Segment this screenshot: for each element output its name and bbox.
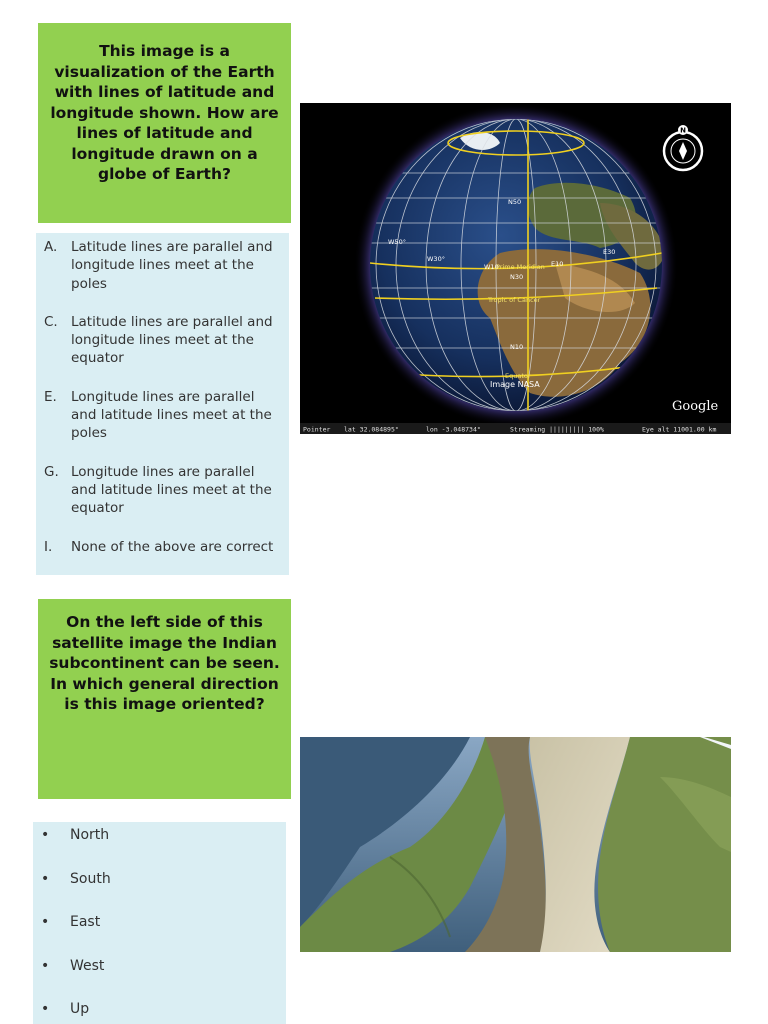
answer-option-east[interactable] — [39, 913, 280, 931]
answer-option-e[interactable] — [44, 388, 281, 443]
status-lat: lat 32.084895° — [344, 425, 399, 434]
label-n50: N50 — [508, 198, 522, 206]
option-text: Up — [70, 1001, 90, 1017]
status-pointer: Pointer — [303, 425, 331, 434]
label-tropic: Tropic of Cancer — [488, 296, 541, 304]
option-letter: E. — [44, 388, 57, 405]
question-2-answers — [33, 822, 286, 1024]
question-1-text: This image is a visualization of the Earth with lines of latitude and longitude shown. How are lines of latitude and longitude drawn on a globe of Earth? — [50, 42, 279, 183]
option-text: Longitude lines are parallel and latitude lines meet at the equator — [71, 463, 272, 517]
label-w30: W30° — [427, 255, 445, 263]
answer-option-g[interactable] — [44, 463, 281, 518]
status-eye-alt: Eye alt 11001.00 km — [642, 425, 717, 434]
option-text: None of the above are correct — [71, 538, 274, 555]
label-credit: Image NASA — [490, 380, 540, 389]
answer-option-south[interactable] — [39, 870, 280, 888]
question-2-text: On the left side of this satellite image the Indian subcontinent can be seen. In which general direction is this image oriented? — [49, 613, 280, 713]
bullet-icon: • — [41, 1001, 50, 1017]
answer-option-c[interactable] — [44, 313, 281, 368]
label-e10: E10 — [551, 260, 564, 268]
option-text: West — [70, 957, 105, 974]
svg-text:N: N — [680, 126, 686, 135]
option-text: Latitude lines are parallel and longitude lines meet at the equator — [71, 313, 273, 367]
label-equator: Equator — [505, 372, 531, 380]
option-letter: A. — [44, 239, 58, 255]
question-2-box — [38, 599, 291, 799]
option-letter: I. — [44, 538, 53, 555]
option-letter: G. — [44, 463, 59, 480]
satellite-image — [300, 737, 731, 952]
bullet-icon: • — [41, 957, 50, 974]
label-n10: N10 — [510, 343, 524, 351]
bullet-icon: • — [41, 914, 50, 930]
google-brand: Google — [672, 399, 719, 414]
label-w50: W50° — [388, 238, 406, 246]
question-1-answers — [36, 233, 289, 575]
status-streaming: Streaming ||||||||| 100% — [510, 425, 604, 434]
answer-option-i[interactable] — [44, 538, 281, 556]
option-text: Longitude lines are parallel and latitude lines meet at the poles — [71, 388, 272, 442]
option-text: East — [70, 914, 101, 930]
answer-option-a[interactable] — [44, 238, 281, 293]
label-n30: N30 — [510, 273, 524, 281]
answer-option-up[interactable] — [39, 1000, 280, 1018]
answer-option-north[interactable] — [39, 826, 280, 844]
globe-image — [300, 103, 731, 434]
bullet-icon: • — [41, 870, 50, 887]
bullet-icon: • — [41, 827, 50, 843]
answer-option-west[interactable] — [39, 957, 280, 975]
status-lon: lon -3.048734° — [426, 425, 481, 434]
option-text: North — [70, 827, 110, 843]
option-letter: C. — [44, 313, 58, 330]
label-e30: E30 — [603, 248, 616, 256]
option-text: South — [70, 870, 111, 887]
question-1-box — [38, 23, 291, 223]
label-prime-meridian: Prime Meridian — [496, 263, 545, 271]
option-text: Latitude lines are parallel and longitude lines meet at the poles — [71, 239, 273, 292]
label-w10: W10 — [484, 263, 499, 271]
